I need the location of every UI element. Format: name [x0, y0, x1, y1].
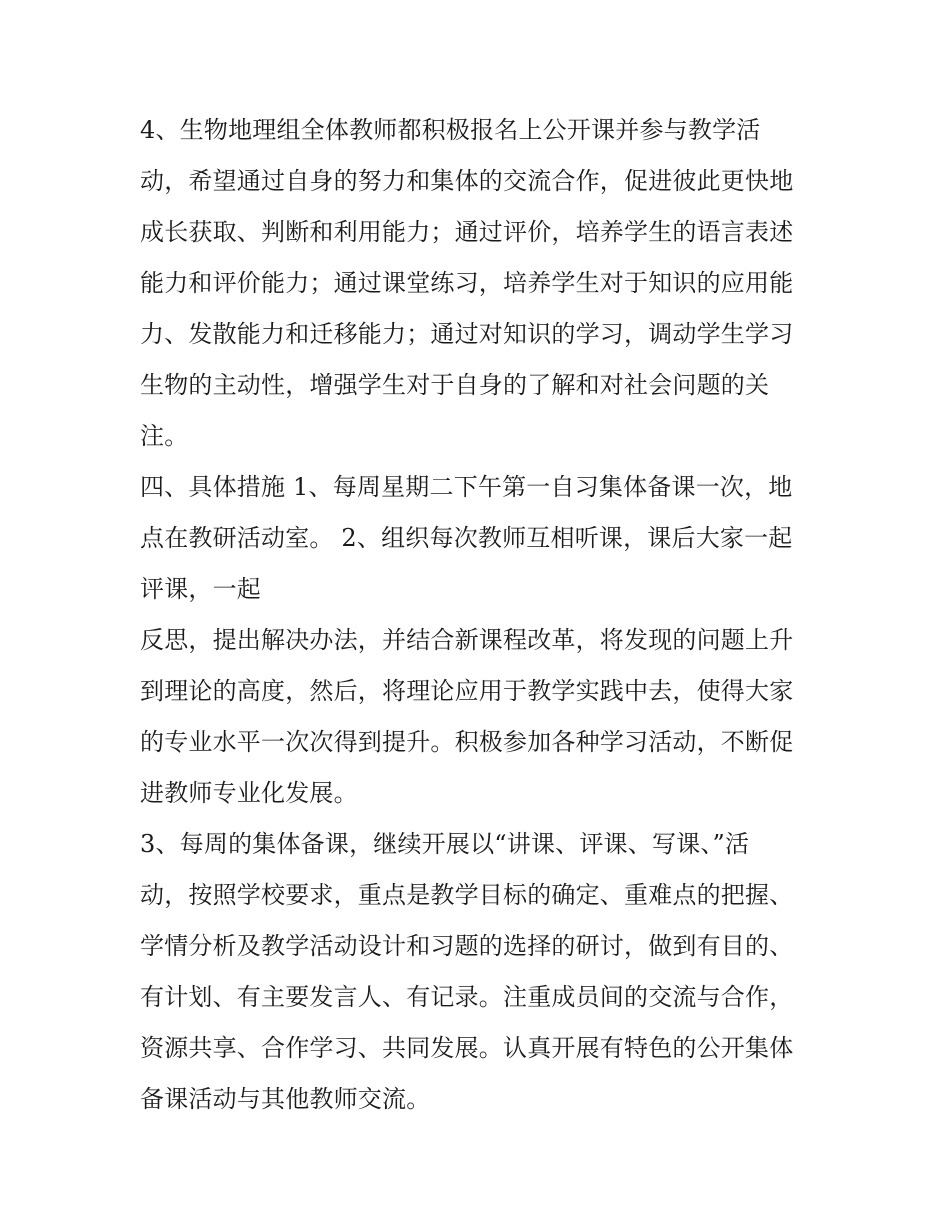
text-line: 反思，提出解决办法，并结合新课程改革，将发现的问题上升	[140, 626, 794, 654]
text-line: 到理论的高度，然后，将理论应用于教学实践中去，使得大家	[140, 677, 794, 705]
text-line: 4、生物地理组全体教师都积极报名上公开课并参与教学活	[140, 116, 761, 144]
text-line: 动，按照学校要求，重点是教学目标的确定、重难点的把握、	[140, 881, 794, 909]
document-body-text	[140, 105, 820, 1125]
text-line: 成长获取、判断和利用能力；通过评价，培养学生的语言表述	[140, 218, 794, 246]
text-line: 能力和评价能力；通过课堂练习，培养学生对于知识的应用能	[140, 269, 794, 297]
text-line: 的专业水平一次次得到提升。积极参加各种学习活动，不断促	[140, 728, 794, 756]
text-line: 进教师专业化发展。	[140, 779, 358, 807]
text-line: 学情分析及教学活动设计和习题的选择的研讨，做到有目的、	[140, 932, 794, 960]
text-line: 力、发散能力和迁移能力；通过对知识的学习，调动学生学习	[140, 320, 794, 348]
text-line: 注。	[140, 422, 189, 450]
text-line: 评课，一起	[140, 575, 261, 603]
text-line: 备课活动与其他教师交流。	[140, 1085, 431, 1113]
text-line: 四、具体措施 1、每周星期二下午第一自习集体备课一次，地	[140, 473, 793, 501]
text-line: 生物的主动性，增强学生对于自身的了解和对社会问题的关	[140, 371, 770, 399]
text-line: 3、每周的集体备课，继续开展以“讲课、评课、写课、”活	[140, 830, 750, 858]
text-line: 资源共享、合作学习、共同发展。认真开展有特色的公开集体	[140, 1034, 794, 1062]
text-line: 动，希望通过自身的努力和集体的交流合作，促进彼此更快地	[140, 167, 794, 195]
text-line: 点在教研活动室。 2、组织每次教师互相听课，课后大家一起	[140, 524, 793, 552]
text-line: 有计划、有主要发言人、有记录。注重成员间的交流与合作，	[140, 983, 794, 1011]
